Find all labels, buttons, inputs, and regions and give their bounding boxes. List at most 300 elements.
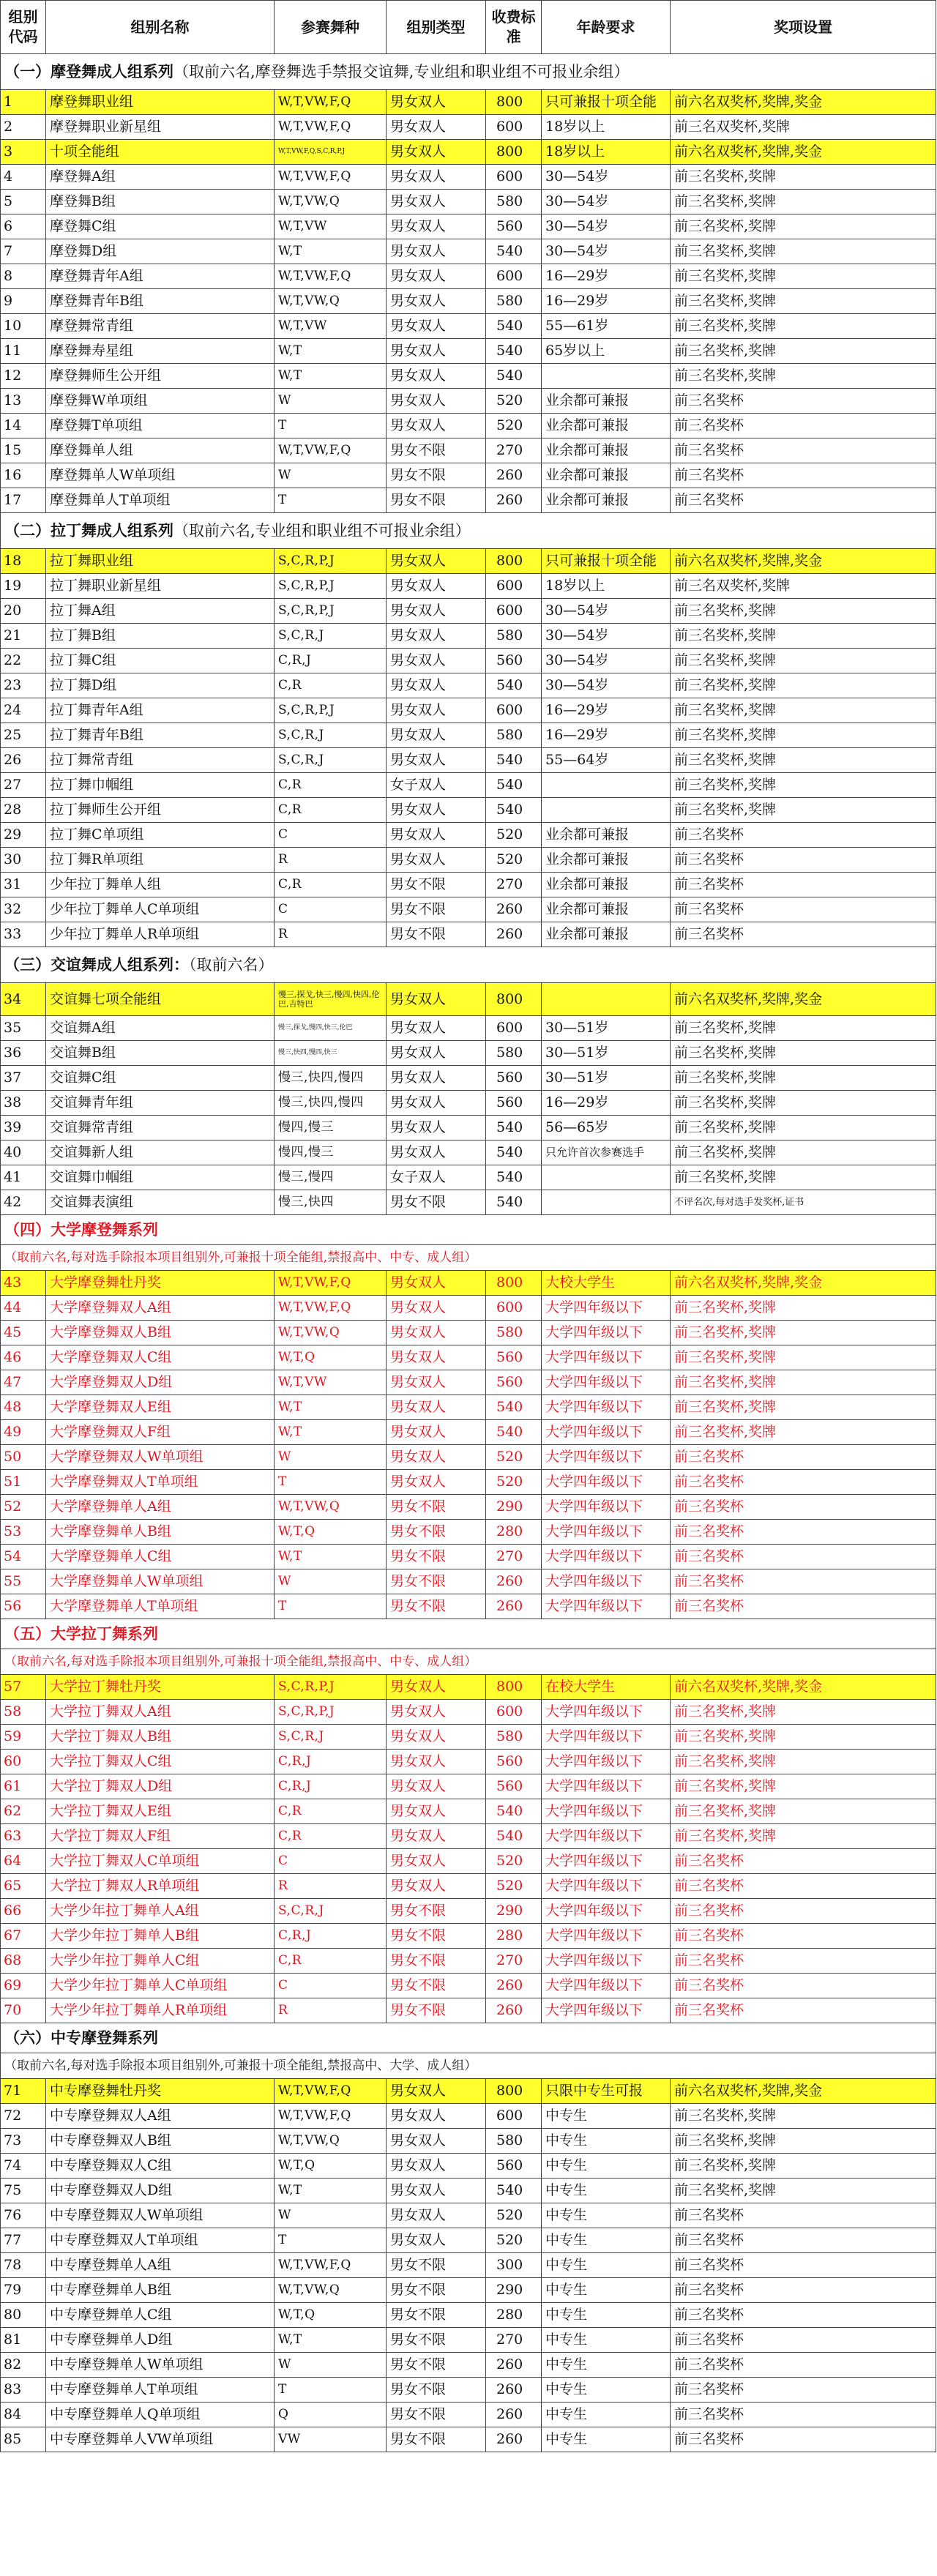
cell-prize: 前三名奖杯,奖牌	[671, 673, 936, 698]
cell-name: 十项全能组	[46, 140, 275, 165]
cell-age: 中专生	[542, 2303, 671, 2328]
cell-dances: 慢三,快四,慢四,快三	[275, 1041, 387, 1066]
header-type: 组别类型	[387, 1, 486, 54]
cell-code: 52	[1, 1495, 46, 1520]
cell-fee: 800	[486, 90, 542, 115]
cell-name: 大学少年拉丁舞单人A组	[46, 1899, 275, 1924]
cell-type: 男女双人	[387, 1824, 486, 1849]
cell-prize: 前三名奖杯,奖牌	[671, 364, 936, 389]
table-row	[1, 624, 936, 649]
cell-age: 大学四年级以下	[542, 1899, 671, 1924]
cell-dances: W	[275, 389, 387, 414]
table-row	[1, 2328, 936, 2353]
table-row	[1, 2427, 936, 2452]
cell-fee: 560	[486, 1345, 542, 1370]
cell-code: 28	[1, 798, 46, 823]
cell-code: 55	[1, 1569, 46, 1594]
cell-code: 57	[1, 1675, 46, 1700]
cell-prize: 前三名奖杯	[671, 873, 936, 897]
cell-prize: 前三名双奖杯,奖牌	[671, 574, 936, 599]
cell-dances: W,T	[275, 1395, 387, 1420]
section-title: （四）大学摩登舞系列	[4, 1220, 158, 1239]
cell-prize: 前六名双奖杯,奖牌,奖金	[671, 140, 936, 165]
cell-dances: W,T	[275, 2179, 387, 2203]
cell-name: 交谊舞表演组	[46, 1190, 275, 1215]
cell-age	[542, 983, 671, 1016]
cell-name: 大学摩登舞单人C组	[46, 1545, 275, 1569]
cell-fee: 580	[486, 2129, 542, 2154]
table-row	[1, 1750, 936, 1774]
cell-name: 大学摩登舞单人W单项组	[46, 1569, 275, 1594]
cell-dances: R	[275, 848, 387, 873]
cell-code: 31	[1, 873, 46, 897]
cell-fee: 580	[486, 289, 542, 314]
cell-fee: 540	[486, 1799, 542, 1824]
cell-code: 75	[1, 2179, 46, 2203]
cell-prize: 前三名奖杯,奖牌	[671, 698, 936, 723]
cell-name: 拉丁舞常青组	[46, 748, 275, 773]
cell-code: 58	[1, 1700, 46, 1725]
cell-prize: 前三名奖杯,奖牌	[671, 2154, 936, 2179]
cell-age: 业余都可兼报	[542, 922, 671, 947]
cell-prize: 前三名奖杯	[671, 488, 936, 513]
cell-name: 少年拉丁舞单人C单项组	[46, 897, 275, 922]
cell-code: 69	[1, 1974, 46, 1998]
cell-type: 男女不限	[387, 1569, 486, 1594]
cell-age: 大学四年级以下	[542, 1594, 671, 1619]
table-row	[1, 848, 936, 873]
cell-type: 男女双人	[387, 214, 486, 239]
cell-age: 大学四年级以下	[542, 1395, 671, 1420]
cell-prize: 前三名奖杯,奖牌	[671, 1091, 936, 1116]
cell-fee: 540	[486, 239, 542, 264]
table-row	[1, 698, 936, 723]
cell-code: 63	[1, 1824, 46, 1849]
cell-code: 70	[1, 1998, 46, 2023]
cell-dances: C,R	[275, 1824, 387, 1849]
cell-fee: 260	[486, 1998, 542, 2023]
cell-code: 47	[1, 1370, 46, 1395]
cell-name: 少年拉丁舞单人组	[46, 873, 275, 897]
cell-age: 只限中专生可报	[542, 2079, 671, 2104]
cell-type: 男女双人	[387, 1445, 486, 1470]
section-header	[1, 54, 936, 90]
cell-type: 男女不限	[387, 1924, 486, 1949]
cell-prize: 前三名奖杯	[671, 2278, 936, 2303]
cell-prize: 前三名奖杯	[671, 1899, 936, 1924]
cell-age: 大学四年级以下	[542, 1370, 671, 1395]
cell-name: 中专摩登舞双人W单项组	[46, 2203, 275, 2228]
cell-dances: W	[275, 2353, 387, 2378]
cell-fee: 600	[486, 1296, 542, 1321]
cell-name: 拉丁舞C单项组	[46, 823, 275, 848]
cell-dances: W,T	[275, 339, 387, 364]
cell-prize: 前三名奖杯	[671, 1470, 936, 1495]
cell-type: 男女双人	[387, 1370, 486, 1395]
cell-fee: 600	[486, 599, 542, 624]
cell-name: 拉丁舞师生公开组	[46, 798, 275, 823]
cell-dances: C,R	[275, 773, 387, 798]
cell-prize: 前三名奖杯	[671, 2353, 936, 2378]
cell-age: 业余都可兼报	[542, 463, 671, 488]
cell-prize: 前三名奖杯,奖牌	[671, 2179, 936, 2203]
section-title: （五）大学拉丁舞系列	[4, 1624, 158, 1643]
cell-type: 男女不限	[387, 2303, 486, 2328]
cell-age: 中专生	[542, 2179, 671, 2203]
table-row	[1, 115, 936, 140]
cell-prize: 前三名奖杯	[671, 922, 936, 947]
cell-name: 拉丁舞B组	[46, 624, 275, 649]
cell-prize: 前三名奖杯,奖牌	[671, 214, 936, 239]
cell-type: 男女双人	[387, 90, 486, 115]
cell-fee: 540	[486, 2179, 542, 2203]
cell-type: 男女不限	[387, 2253, 486, 2278]
table-row	[1, 2228, 936, 2253]
cell-code: 11	[1, 339, 46, 364]
table-row	[1, 339, 936, 364]
cell-code: 41	[1, 1165, 46, 1190]
cell-age: 16—29岁	[542, 698, 671, 723]
cell-type: 男女双人	[387, 339, 486, 364]
cell-name: 大学拉丁舞双人B组	[46, 1725, 275, 1750]
table-row	[1, 1165, 936, 1190]
cell-age: 大学四年级以下	[542, 1949, 671, 1974]
cell-dances: 慢三,快四,慢四	[275, 1066, 387, 1091]
cell-type: 男女双人	[387, 2228, 486, 2253]
cell-age: 业余都可兼报	[542, 897, 671, 922]
cell-code: 51	[1, 1470, 46, 1495]
cell-prize: 前三名奖杯,奖牌	[671, 1725, 936, 1750]
table-row	[1, 2154, 936, 2179]
cell-name: 交谊舞B组	[46, 1041, 275, 1066]
cell-type: 男女双人	[387, 983, 486, 1016]
cell-code: 83	[1, 2378, 46, 2403]
cell-type: 男女不限	[387, 2403, 486, 2427]
cell-age: 大学四年级以下	[542, 1998, 671, 2023]
cell-type: 男女双人	[387, 140, 486, 165]
cell-fee: 800	[486, 1271, 542, 1296]
cell-prize: 前三名奖杯	[671, 389, 936, 414]
cell-prize: 前三名奖杯	[671, 1445, 936, 1470]
cell-type: 男女双人	[387, 748, 486, 773]
cell-age: 16—29岁	[542, 289, 671, 314]
cell-type: 男女双人	[387, 115, 486, 140]
cell-dances: S,C,R,J	[275, 723, 387, 748]
cell-prize: 前三名奖杯,奖牌	[671, 1140, 936, 1165]
cell-age: 大学四年级以下	[542, 1520, 671, 1545]
cell-dances: W	[275, 2203, 387, 2228]
cell-code: 62	[1, 1799, 46, 1824]
cell-age: 大学四年级以下	[542, 1874, 671, 1899]
cell-name: 摩登舞W单项组	[46, 389, 275, 414]
table-row	[1, 1066, 936, 1091]
section-header	[1, 513, 936, 549]
cell-age: 16—29岁	[542, 264, 671, 289]
cell-name: 大学拉丁舞双人E组	[46, 1799, 275, 1824]
cell-name: 拉丁舞R单项组	[46, 848, 275, 873]
cell-fee: 540	[486, 798, 542, 823]
cell-dances: 慢四,慢三	[275, 1140, 387, 1165]
cell-age: 业余都可兼报	[542, 848, 671, 873]
cell-prize: 前三名奖杯	[671, 2328, 936, 2353]
cell-type: 男女双人	[387, 2104, 486, 2129]
cell-name: 中专摩登舞双人C组	[46, 2154, 275, 2179]
cell-code: 43	[1, 1271, 46, 1296]
cell-dances: W,T,VW	[275, 214, 387, 239]
table-row	[1, 1395, 936, 1420]
table-row	[1, 1545, 936, 1569]
cell-fee: 280	[486, 1520, 542, 1545]
cell-prize: 前三名奖杯,奖牌	[671, 748, 936, 773]
cell-dances: S,C,R,P,J	[275, 549, 387, 574]
section-note: （取前六名,每对选手除报本项目组别外,可兼报十项全能组,禁报高中、中专、成人组）	[1, 1649, 936, 1675]
cell-fee: 580	[486, 1041, 542, 1066]
cell-code: 85	[1, 2427, 46, 2452]
cell-dances: W,T,VW,F,Q	[275, 1271, 387, 1296]
cell-type: 男女不限	[387, 2378, 486, 2403]
cell-prize: 前三名奖杯,奖牌	[671, 1799, 936, 1824]
cell-type: 男女双人	[387, 2179, 486, 2203]
cell-dances: T	[275, 488, 387, 513]
section-title-cell	[1, 54, 936, 90]
cell-name: 中专摩登舞双人A组	[46, 2104, 275, 2129]
header-dances: 参赛舞种	[275, 1, 387, 54]
table-row	[1, 1700, 936, 1725]
cell-name: 大学摩登舞单人A组	[46, 1495, 275, 1520]
cell-name: 摩登舞青年B组	[46, 289, 275, 314]
cell-code: 56	[1, 1594, 46, 1619]
cell-code: 7	[1, 239, 46, 264]
cell-name: 摩登舞青年A组	[46, 264, 275, 289]
cell-dances: W,T,VW,Q	[275, 1495, 387, 1520]
cell-name: 大学拉丁舞双人C单项组	[46, 1849, 275, 1874]
cell-code: 59	[1, 1725, 46, 1750]
section-header	[1, 1619, 936, 1649]
cell-code: 61	[1, 1774, 46, 1799]
cell-age	[542, 364, 671, 389]
cell-fee: 580	[486, 190, 542, 214]
cell-type: 男女不限	[387, 1545, 486, 1569]
table-row	[1, 1594, 936, 1619]
cell-age: 中专生	[542, 2154, 671, 2179]
cell-fee: 260	[486, 2378, 542, 2403]
cell-fee: 600	[486, 165, 542, 190]
table-row	[1, 90, 936, 115]
cell-age: 中专生	[542, 2278, 671, 2303]
cell-code: 42	[1, 1190, 46, 1215]
cell-dances: W,T	[275, 1420, 387, 1445]
cell-prize: 前三名奖杯,奖牌	[671, 1041, 936, 1066]
cell-code: 17	[1, 488, 46, 513]
cell-code: 34	[1, 983, 46, 1016]
section-header	[1, 1215, 936, 1245]
cell-prize: 前三名奖杯	[671, 2203, 936, 2228]
cell-type: 男女双人	[387, 1725, 486, 1750]
cell-dances: W	[275, 1569, 387, 1594]
cell-code: 72	[1, 2104, 46, 2129]
table-row	[1, 1725, 936, 1750]
cell-prize: 前六名双奖杯,奖牌,奖金	[671, 2079, 936, 2104]
cell-age: 中专生	[542, 2353, 671, 2378]
cell-type: 男女双人	[387, 165, 486, 190]
cell-dances: 慢四,慢三	[275, 1116, 387, 1140]
cell-name: 拉丁舞D组	[46, 673, 275, 698]
cell-fee: 560	[486, 214, 542, 239]
cell-type: 男女双人	[387, 1774, 486, 1799]
cell-fee: 800	[486, 549, 542, 574]
cell-prize: 前三名奖杯,奖牌	[671, 798, 936, 823]
cell-name: 大学摩登舞双人A组	[46, 1296, 275, 1321]
cell-fee: 520	[486, 1470, 542, 1495]
cell-code: 73	[1, 2129, 46, 2154]
cell-fee: 300	[486, 2253, 542, 2278]
cell-fee: 580	[486, 1321, 542, 1345]
cell-type: 男女不限	[387, 1949, 486, 1974]
cell-type: 男女双人	[387, 190, 486, 214]
cell-age: 大学四年级以下	[542, 1725, 671, 1750]
cell-prize: 前六名双奖杯,奖牌,奖金	[671, 983, 936, 1016]
cell-dances: VW	[275, 2427, 387, 2452]
cell-fee: 260	[486, 2427, 542, 2452]
cell-fee: 520	[486, 1874, 542, 1899]
table-row	[1, 463, 936, 488]
cell-code: 38	[1, 1091, 46, 1116]
cell-prize: 前三名奖杯	[671, 1998, 936, 2023]
section-title-cell	[1, 1619, 936, 1649]
cell-fee: 600	[486, 574, 542, 599]
cell-age: 只可兼报十项全能	[542, 549, 671, 574]
cell-code: 64	[1, 1849, 46, 1874]
cell-age: 18岁以上	[542, 574, 671, 599]
cell-dances: W,T,VW,F,Q	[275, 438, 387, 463]
table-row	[1, 1774, 936, 1799]
cell-dances: T	[275, 1594, 387, 1619]
table-row	[1, 214, 936, 239]
cell-fee: 800	[486, 2079, 542, 2104]
cell-type: 男女双人	[387, 1091, 486, 1116]
cell-prize: 前三名奖杯	[671, 463, 936, 488]
cell-type: 男女不限	[387, 1190, 486, 1215]
cell-age: 30—51岁	[542, 1066, 671, 1091]
cell-code: 21	[1, 624, 46, 649]
cell-dances: W,T,VW,F,Q	[275, 1296, 387, 1321]
cell-dances: R	[275, 1874, 387, 1899]
cell-code: 49	[1, 1420, 46, 1445]
table-row	[1, 239, 936, 264]
table-row	[1, 599, 936, 624]
cell-type: 男女不限	[387, 1520, 486, 1545]
cell-dances: C	[275, 823, 387, 848]
cell-dances: S,C,R,J	[275, 624, 387, 649]
cell-dances: C	[275, 1974, 387, 1998]
cell-fee: 260	[486, 1974, 542, 1998]
section-note: （取前六名）	[189, 956, 274, 974]
cell-dances: C,R,J	[275, 1750, 387, 1774]
cell-name: 拉丁舞青年B组	[46, 723, 275, 748]
cell-type: 男女双人	[387, 1395, 486, 1420]
table-row	[1, 1949, 936, 1974]
cell-fee: 580	[486, 624, 542, 649]
cell-prize: 前三名奖杯	[671, 438, 936, 463]
cell-dances: C,R	[275, 1949, 387, 1974]
cell-name: 摩登舞职业新星组	[46, 115, 275, 140]
cell-age: 只允许首次参赛选手	[542, 1140, 671, 1165]
cell-dances: W,T,Q	[275, 2303, 387, 2328]
cell-code: 46	[1, 1345, 46, 1370]
table-row	[1, 873, 936, 897]
cell-age: 56—65岁	[542, 1116, 671, 1140]
cell-type: 男女双人	[387, 1849, 486, 1874]
cell-prize: 前三名奖杯	[671, 1594, 936, 1619]
cell-code: 1	[1, 90, 46, 115]
cell-type: 男女双人	[387, 1675, 486, 1700]
cell-name: 交谊舞A组	[46, 1016, 275, 1041]
cell-dances: 慢三,快四,慢四	[275, 1091, 387, 1116]
cell-code: 15	[1, 438, 46, 463]
cell-dances: W,T,VW,Q	[275, 2129, 387, 2154]
cell-name: 大学拉丁舞双人F组	[46, 1824, 275, 1849]
table-row	[1, 140, 936, 165]
cell-code: 80	[1, 2303, 46, 2328]
cell-type: 男女双人	[387, 599, 486, 624]
cell-age: 大学四年级以下	[542, 1445, 671, 1470]
cell-code: 16	[1, 463, 46, 488]
cell-age: 30—54岁	[542, 673, 671, 698]
cell-age	[542, 798, 671, 823]
cell-dances: W	[275, 1445, 387, 1470]
header-age: 年龄要求	[542, 1, 671, 54]
table-row	[1, 1190, 936, 1215]
cell-code: 5	[1, 190, 46, 214]
cell-dances: W,T,VW,F,Q	[275, 2079, 387, 2104]
cell-type: 男女不限	[387, 1899, 486, 1924]
cell-prize: 前六名双奖杯,奖牌,奖金	[671, 1271, 936, 1296]
cell-code: 13	[1, 389, 46, 414]
cell-dances: W,T	[275, 2328, 387, 2353]
cell-age: 大学四年级以下	[542, 1750, 671, 1774]
cell-fee: 270	[486, 438, 542, 463]
cell-prize: 不评名次,每对选手发奖杯,证书	[671, 1190, 936, 1215]
table-row	[1, 1569, 936, 1594]
section-note-row	[1, 1245, 936, 1271]
cell-dances: W,T,VW,F,Q	[275, 264, 387, 289]
cell-dances: S,C,R,P,J	[275, 574, 387, 599]
cell-code: 30	[1, 848, 46, 873]
cell-fee: 540	[486, 1420, 542, 1445]
cell-type: 男女不限	[387, 897, 486, 922]
cell-age: 业余都可兼报	[542, 389, 671, 414]
section-title: （六）中专摩登舞系列	[4, 2028, 158, 2047]
cell-prize: 前三名奖杯,奖牌	[671, 289, 936, 314]
table-row	[1, 1998, 936, 2023]
header-name: 组别名称	[46, 1, 275, 54]
table-row	[1, 773, 936, 798]
cell-dances: T	[275, 1470, 387, 1495]
cell-fee: 290	[486, 1495, 542, 1520]
cell-name: 摩登舞常青组	[46, 314, 275, 339]
cell-dances: C	[275, 1849, 387, 1874]
cell-fee: 540	[486, 773, 542, 798]
cell-dances: S,C,R,P,J	[275, 1700, 387, 1725]
cell-code: 29	[1, 823, 46, 848]
cell-prize: 前三名奖杯	[671, 848, 936, 873]
cell-dances: S,C,R,J	[275, 748, 387, 773]
cell-fee: 520	[486, 2228, 542, 2253]
cell-age: 30—54岁	[542, 165, 671, 190]
cell-name: 大学摩登舞双人F组	[46, 1420, 275, 1445]
cell-code: 39	[1, 1116, 46, 1140]
cell-prize: 前三名奖杯	[671, 1849, 936, 1874]
